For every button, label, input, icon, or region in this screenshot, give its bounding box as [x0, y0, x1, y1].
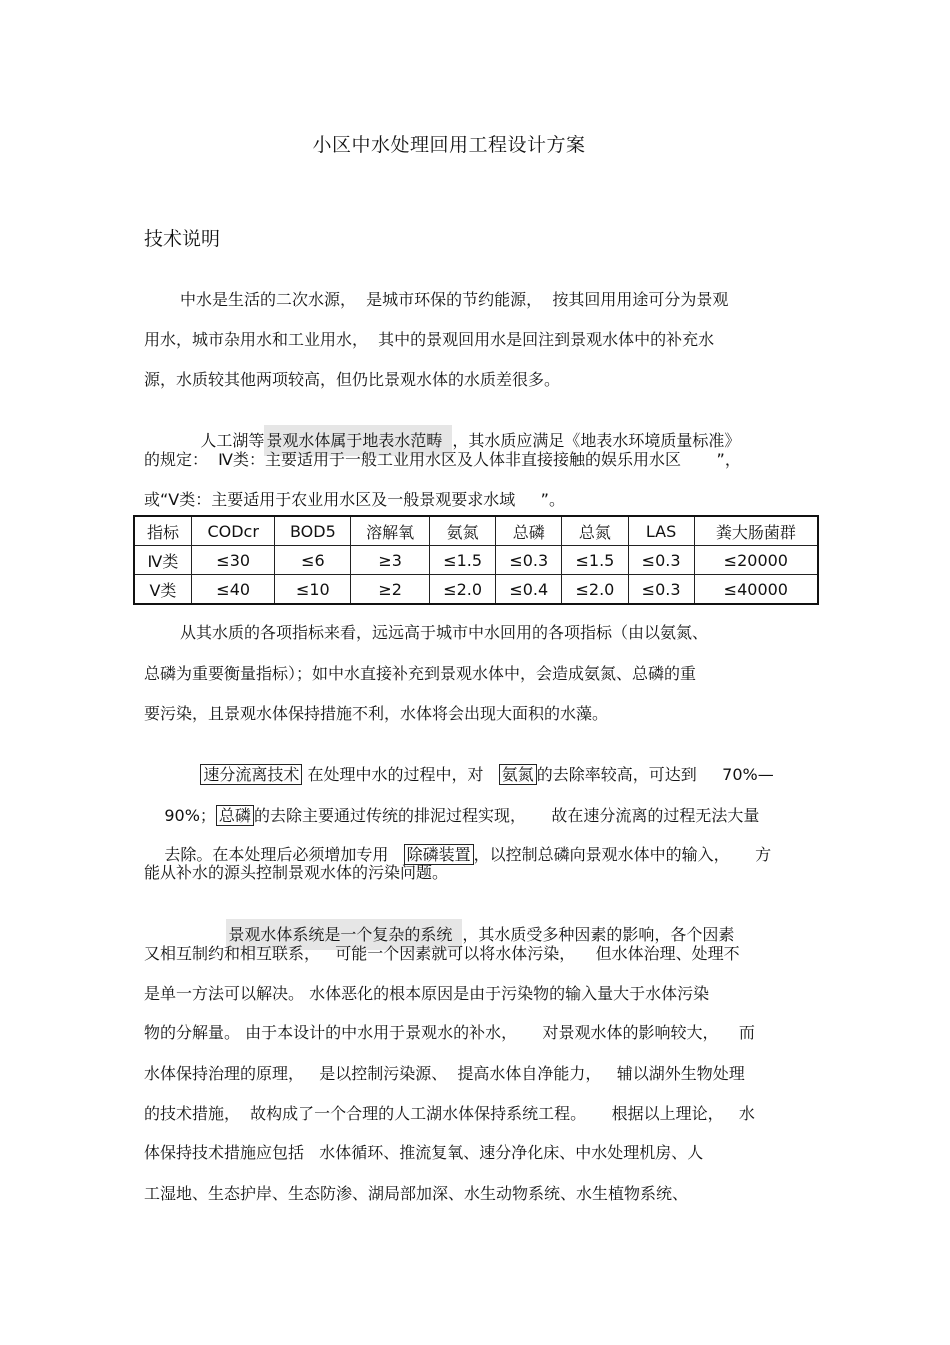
table-cell: ≤6 — [275, 546, 351, 575]
header-cell: 总氮 — [562, 516, 628, 546]
header-cell: CODcr — [191, 516, 275, 546]
paragraph-line: 体保持技术措施应包括 水体循环、推流复氧、速分净化床、中水处理机房、人 — [144, 1143, 704, 1162]
paragraph-line: 的规定： Ⅳ类：主要适用于一般工业用水区及人体非直接接触的娱乐用水区 ”， — [144, 450, 741, 469]
paragraph-line: 能从补水的源头控制景观水体的污染问题。 — [144, 863, 449, 882]
table-cell: ≤2.0 — [562, 575, 628, 605]
table-cell: ≤1.5 — [430, 546, 496, 575]
table-cell: ≤40000 — [694, 575, 818, 605]
boxed-term: 总磷 — [216, 805, 254, 826]
paragraph-line: 是单一方法可以解决。 水体恶化的根本原因是由于污染物的输入量大于水体污染 — [144, 984, 710, 1003]
text-run: 90%； — [164, 806, 216, 825]
boxed-term: 速分流离技术 — [200, 764, 302, 785]
paragraph-line: 要污染，且景观水体保持措施不利，水体将会出现大面积的水藻。 — [144, 704, 609, 723]
table-header-row — [134, 516, 818, 546]
table-cell: ≤2.0 — [430, 575, 496, 605]
paragraph-line: 物的分解量。 由于本设计的中水用于景观水的补水， 对景观水体的影响较大， 而 — [144, 1023, 755, 1042]
table-cell: ≤40 — [191, 575, 275, 605]
highlighted-phrase: 景观水体属于地表水范畴 — [264, 425, 452, 456]
table-cell: ≤20000 — [694, 546, 818, 575]
text-run: ，其水质受多种因素的影响，各个因素 — [462, 925, 735, 944]
table-cell: ≤0.3 — [628, 575, 694, 605]
document-title: 小区中水处理回用工程设计方案 — [312, 134, 586, 156]
paragraph-line: 又相互制约和相互联系， 可能一个因素就可以将水体污染， 但水体治理、处理不 — [144, 944, 740, 963]
text-run: ，以控制总磷向景观水体中的输入， 方 — [473, 845, 772, 864]
paragraph-line: 用水，城市杂用水和工业用水， 其中的景观回用水是回注到景观水体中的补充水 — [144, 330, 715, 349]
table-cell: ≤30 — [191, 546, 275, 575]
text-run: 人工湖等 — [200, 431, 265, 450]
header-cell: 指标 — [134, 516, 191, 546]
table-cell: ≥2 — [351, 575, 430, 605]
table-cell: ≤1.5 — [562, 546, 628, 575]
paragraph-line: 源，水质较其他两项较高，但仍比景观水体的水质差很多。 — [144, 370, 561, 389]
paragraph-line: 总磷为重要衡量指标）；如中水直接补充到景观水体中，会造成氨氮、总磷的重 — [144, 664, 697, 683]
boxed-term: 氨氮 — [499, 764, 537, 785]
table-cell: ≤0.4 — [496, 575, 562, 605]
table-cell: ≤0.3 — [628, 546, 694, 575]
highlighted-phrase: 景观水体系统是一个复杂的系统 — [226, 919, 462, 950]
water-quality-table — [133, 515, 819, 605]
paragraph-line: 工湿地、生态护岸、生态防渗、湖局部加深、水生动物系统、水生植物系统、 — [144, 1184, 689, 1203]
text-run: 的去除主要通过传统的排泥过程实现， 故在速分流离的过程无法大量 — [253, 806, 760, 825]
text-run: 的去除率较高，可达到 70%— — [536, 765, 774, 784]
header-cell: BOD5 — [275, 516, 351, 546]
boxed-term: 除磷装置 — [404, 844, 474, 865]
header-cell: LAS — [628, 516, 694, 546]
table-row — [134, 546, 818, 575]
paragraph-line: 中水是生活的二次水源， 是城市环保的节约能源， 按其回用用途可分为景观 — [180, 290, 729, 309]
header-cell: 总磷 — [496, 516, 562, 546]
text-run: 在处理中水的过程中，对 — [307, 765, 484, 784]
header-cell: 溶解氧 — [351, 516, 430, 546]
table-row — [134, 575, 818, 605]
paragraph-line: 或“Ⅴ类：主要适用于农业用水区及一般景观要求水域 ”。 — [144, 490, 565, 509]
paragraph-line: 水体保持治理的原理， 是以控制污染源、 提高水体自净能力， 辅以湖外生物处理 — [144, 1064, 745, 1083]
header-cell: 氨氮 — [430, 516, 496, 546]
table-cell: Ⅴ类 — [134, 575, 191, 605]
text-run: ，其水质应满足《地表水环境质量标准》 — [452, 431, 741, 450]
header-cell: 粪大肠菌群 — [694, 516, 818, 546]
table-cell: ≤10 — [275, 575, 351, 605]
text-run: 去除。在本处理后必须增加专用 — [164, 845, 389, 864]
paragraph-line: 从其水质的各项指标来看，远远高于城市中水回用的各项指标（由以氨氮、 — [180, 623, 709, 642]
section-heading: 技术说明 — [144, 228, 221, 250]
table-cell: ≥3 — [351, 546, 430, 575]
paragraph-line: 的技术措施， 故构成了一个合理的人工湖水体保持系统工程。 根据以上理论， 水 — [144, 1104, 755, 1123]
table-cell: Ⅳ类 — [134, 546, 191, 575]
table-cell: ≤0.3 — [496, 546, 562, 575]
